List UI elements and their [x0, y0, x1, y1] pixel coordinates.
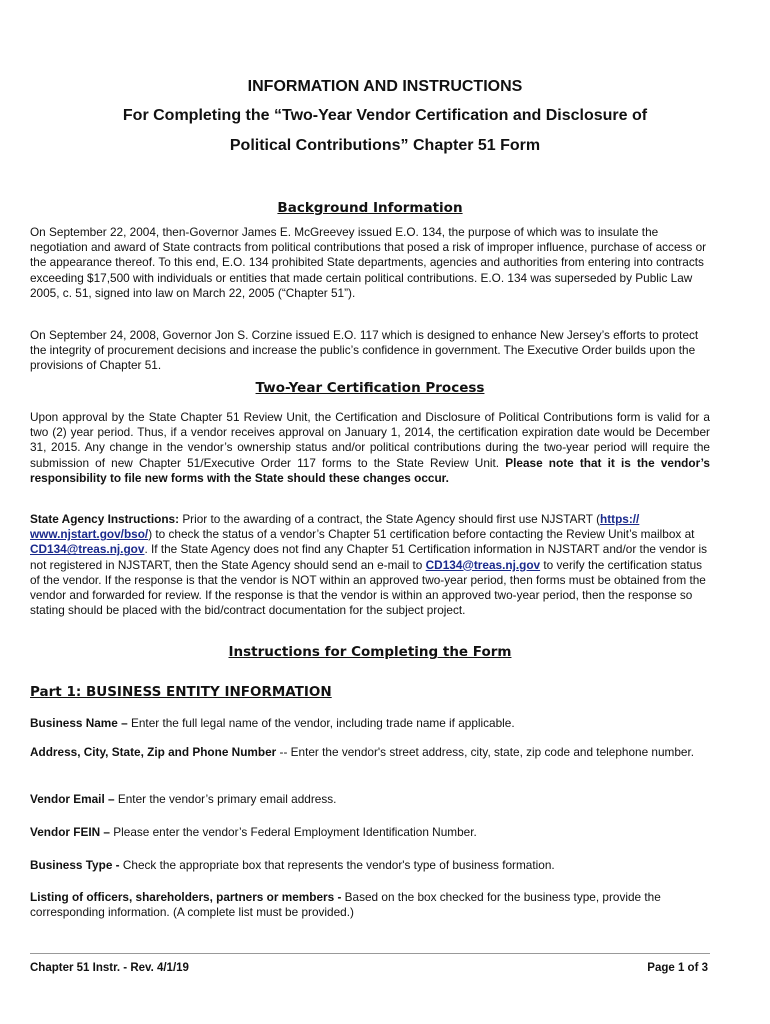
process-paragraph-note: Please note that it is the vendor’s responsibility to file new forms with the State should these changes occur.	[30, 455, 710, 485]
document-title-line-2: For Completing the “Two-Year Vendor Certification and Disclosure of	[122, 107, 648, 124]
field-text: Based on the box checked for the business type, provide the corresponding information. (A complete list must be provided.)	[30, 890, 661, 920]
field-label: Vendor FEIN –	[30, 825, 110, 839]
field-text: -- Enter the vendor's street address, city, state, zip code and telephone number.	[279, 745, 695, 759]
process-paragraph-text: Upon approval by the State Chapter 51 Review Unit, the Certification and Disclosure of Political Contributions form is valid for a two (2) year period. Thus, if a vendor receives approval on January 1, 2014, the certification expiration date would be December 31, 2015. Any change in the vendor’s ownership status and/or political contributions during the two-year period will require the submission of new Chapter 51/Executive Order 117 forms to the State Review Unit.	[30, 410, 710, 470]
field-label: Address, City, State, Zip and Phone Number	[30, 745, 277, 759]
field-label: Listing of officers, shareholders, partners or members -	[30, 890, 342, 904]
cd134-email-link-2[interactable]: CD134@treas.nj.gov	[425, 557, 541, 572]
process-paragraph	[30, 410, 710, 486]
background-paragraph-1: On September 22, 2004, then-Governor James E. McGreevey issued E.O. 134, the purpose of which was to insulate the negotiation and award of State contracts from political contributions that posed a risk of improper influence, purchase of access or the appearance thereof. To this end, E.O. 134 prohibited State departments, agencies and authorities from entering into contracts exceeding $17,500 with individuals or entities that made certain political contributions. E.O. 134 was superseded by Public Law 2005, c. 51, signed into law on March 22, 2005 (“Chapter 51”).	[30, 225, 707, 300]
field-text: Enter the full legal name of the vendor, including trade name if applicable.	[130, 716, 515, 730]
agency-text-4: to verify the certification status of the vendor. If the response is that the vendor is NOT within an approved two-year period, then forms must be obtained from the vendor and forwarded for review. If the response is that the vendor is within an approved two-year period, then the response so stating should be placed with the bid/contract documentation for the subject project.	[30, 557, 706, 618]
field-text: Check the appropriate box that represents the vendor's type of business formation.	[122, 858, 555, 872]
instructions-heading: Instructions for Completing the Form	[228, 644, 512, 660]
agency-instructions	[30, 512, 710, 618]
field-text: Enter the vendor’s primary email address.	[117, 792, 337, 806]
footer-page-number: Page 1 of 3	[647, 962, 708, 974]
field-label: Business Type -	[30, 858, 120, 872]
field-instruction-vendor-fein	[30, 825, 710, 840]
field-instruction-vendor-email	[30, 792, 710, 807]
background-heading: Background Information	[277, 200, 463, 216]
field-label: Vendor Email –	[30, 792, 115, 806]
cd134-email-link-1[interactable]: CD134@treas.nj.gov	[30, 542, 145, 557]
agency-text-1: Prior to the awarding of a contract, the State Agency should first use NJSTART (	[182, 512, 600, 526]
process-heading: Two-Year Certification Process	[255, 380, 485, 396]
footer-revision: Chapter 51 Instr. - Rev. 4/1/19	[30, 962, 189, 974]
document-title-line-1: INFORMATION AND INSTRUCTIONS	[247, 78, 523, 95]
part1-heading: Part 1: BUSINESS ENTITY INFORMATION	[30, 684, 332, 700]
field-instruction-address	[30, 745, 710, 760]
agency-text-2: ) to check the status of a vendor’s Chapter 51 certification before contacting the Review Unit’s mailbox at	[148, 527, 695, 542]
footer-divider	[30, 953, 710, 954]
background-paragraph-2: On September 24, 2008, Governor Jon S. Corzine issued E.O. 117 which is designed to enhance New Jersey’s efforts to protect the integrity of procurement decisions and increase the public’s confidence in government. The Executive Order builds upon the provisions of Chapter 51.	[30, 328, 699, 373]
njstart-link[interactable]: https:// www.njstart.gov/bso/	[30, 512, 640, 542]
field-instruction-business-type	[30, 858, 710, 873]
document-title-line-3: Political Contributions” Chapter 51 Form	[229, 137, 541, 154]
agency-instructions-label: State Agency Instructions:	[30, 512, 180, 526]
field-text: Please enter the vendor’s Federal Employment Identification Number.	[113, 825, 477, 839]
field-instruction-business-name	[30, 716, 710, 731]
field-label: Business Name –	[30, 716, 128, 730]
field-instruction-officers-listing	[30, 890, 710, 920]
agency-text-3: . If the State Agency does not find any Chapter 51 Certification information in NJSTART and/or the vendor is not registered in NJSTART, then the State Agency should send an e-mail to	[30, 542, 708, 572]
